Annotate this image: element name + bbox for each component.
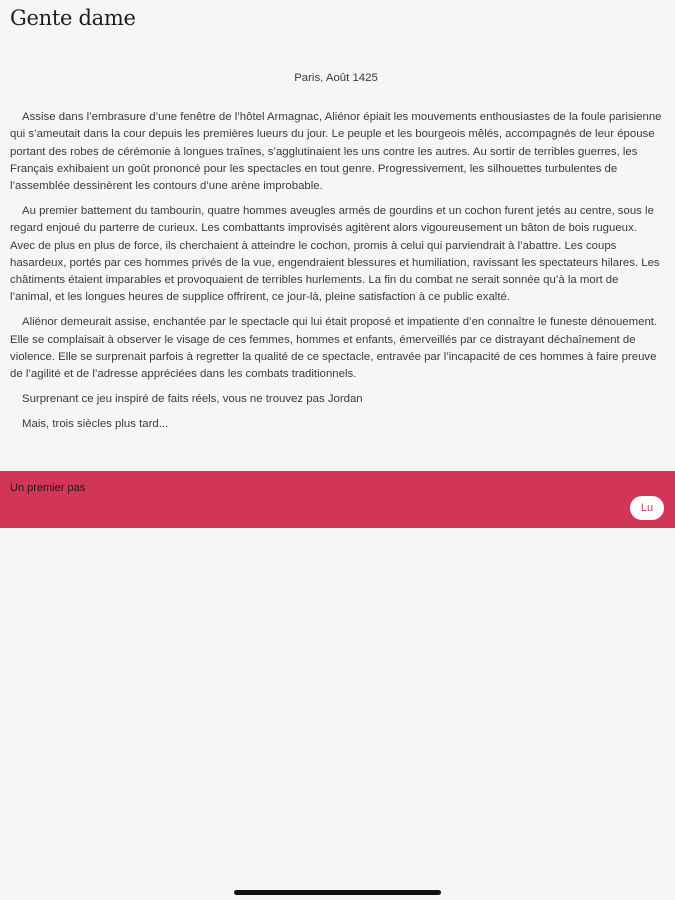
story-paragraph: Au premier battement du tambourin, quatre hommes aveugles armés de gourdins et un cochon furent jetés au centre, sous le regard enjoué du parterre de curieux. Les combattants improvisés agitèrent alors vigoureusement un bâton de bois rugueux. Avec de plus en plus de force, ils cherchaient à atteindre le cochon, promis à celui qui parviendrait à l’abattre. Les coups hasardeux, portés par ces hommes privés de la vue, engendraient blessures et humiliation, ravissant les spectateurs hilares. Les châtiments étaient imparables et provoquaient de terribles hurlements. La fin du combat ne serait sonnée qu’à la mort de l’animal, et les longues heures de supplice offrirent, ce jour-là, pleine satisfaction à ce public exalté. <box>10 205 660 304</box>
home-indicator <box>234 890 441 895</box>
choice-label: Un premier pas <box>10 482 86 494</box>
choice-bar[interactable] <box>0 471 675 528</box>
read-button[interactable]: Lu <box>630 496 664 520</box>
story-dateline: Paris, Août 1425 <box>294 72 378 84</box>
page-title: Gente dame <box>10 6 136 30</box>
story-paragraph: Aliénor demeurait assise, enchantée par le spectacle qui lui était proposé et impatiente d’en connaître le funeste dénouement. Elle se complaisait à observer le visage de ces femmes, hommes et enfants, émerveillés par ce distrayant déchaînement de violence. Elle se surprenait parfois à regretter la qualité de ce spectacle, entravée par l’incapacité de ces hommes à faire preuve de l’agilité et de l’adresse appréciées dans les combats traditionnels. <box>10 316 658 381</box>
story-paragraph: Surprenant ce jeu inspiré de faits réels, vous ne trouvez pas Jordan <box>22 393 363 406</box>
story-paragraph: Assise dans l’embrasure d’une fenêtre de l’hôtel Armagnac, Aliénor épiait les mouvements enthousiastes de la foule parisienne qui s’ameutait dans la cour depuis les premières lueurs du jour. Le peuple et les bourgeois mêlés, accompagnés de leur épouse portant des robes de cérémonie à longues traînes, s’agglutinaient les uns contre les autres. Au sortir de terribles guerres, les Français exhibaient un goût prononcé pour les spectacles en tout genre. Progressivement, les silhouettes turbulentes de l’assemblée dessinèrent les contours d’une arène improbable. <box>10 111 662 193</box>
story-paragraph: Mais, trois siècles plus tard... <box>22 418 169 431</box>
story-text <box>10 70 662 442</box>
